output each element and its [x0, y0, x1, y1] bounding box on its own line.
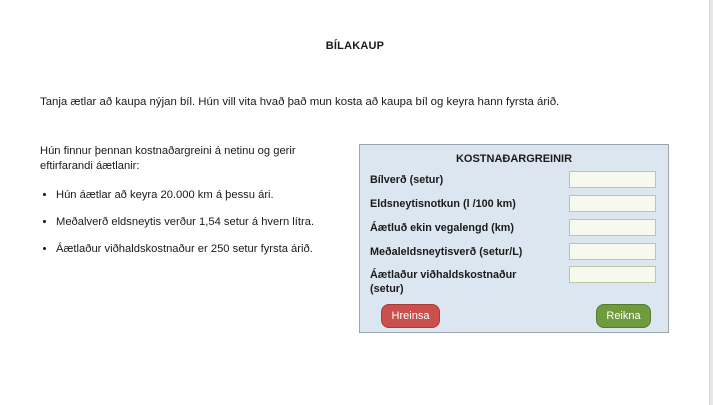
assumption-list: [40, 188, 340, 257]
fuel-price-input[interactable]: [569, 243, 656, 260]
fuel-price-label: Meðaleldsneytisverð (setur/L): [370, 246, 523, 258]
maintenance-label-line-1: Áætlaður viðhaldskostnaður: [370, 269, 517, 281]
cost-calculator-panel: [359, 144, 669, 333]
scrollbar-edge[interactable]: [709, 0, 713, 405]
calculate-button[interactable]: Reikna: [596, 304, 651, 328]
car-price-input[interactable]: [569, 171, 656, 188]
page-title: BÍLAKAUP: [325, 40, 385, 52]
distance-input[interactable]: [569, 219, 656, 236]
fuel-consumption-input[interactable]: [569, 195, 656, 212]
calculator-title: KOSTNAÐARGREINIR: [455, 153, 573, 165]
maintenance-label-line-2: (setur): [370, 283, 404, 295]
clear-button[interactable]: Hreinsa: [381, 304, 440, 328]
maintenance-cost-label: [370, 268, 516, 296]
scenario-description: [40, 144, 340, 269]
car-price-label: Bílverð (setur): [370, 174, 444, 186]
description-line-1: Hún finnur þennan kostnaðargreini á netinu og gerir: [40, 145, 296, 157]
list-item: • Áætlaður viðhaldskostnaður er 250 setur fyrsta árið.: [56, 242, 340, 257]
list-item: • Hún áætlar að keyra 20.000 km á þessu ári.: [56, 188, 340, 203]
fuel-consumption-label: Eldsneytisnotkun (l /100 km): [370, 198, 516, 210]
intro-text: Tanja ætlar að kaupa nýjan bíl. Hún vill vita hvað það mun kosta að kaupa bíl og keyra hann fyrsta árið.: [40, 96, 560, 108]
distance-label: Áætluð ekin vegalengd (km): [370, 222, 514, 234]
maintenance-cost-input[interactable]: [569, 266, 656, 283]
description-line-2: eftirfarandi áætlanir:: [40, 160, 140, 172]
list-item: • Meðalverð eldsneytis verður 1,54 setur á hvern lítra.: [56, 215, 340, 230]
